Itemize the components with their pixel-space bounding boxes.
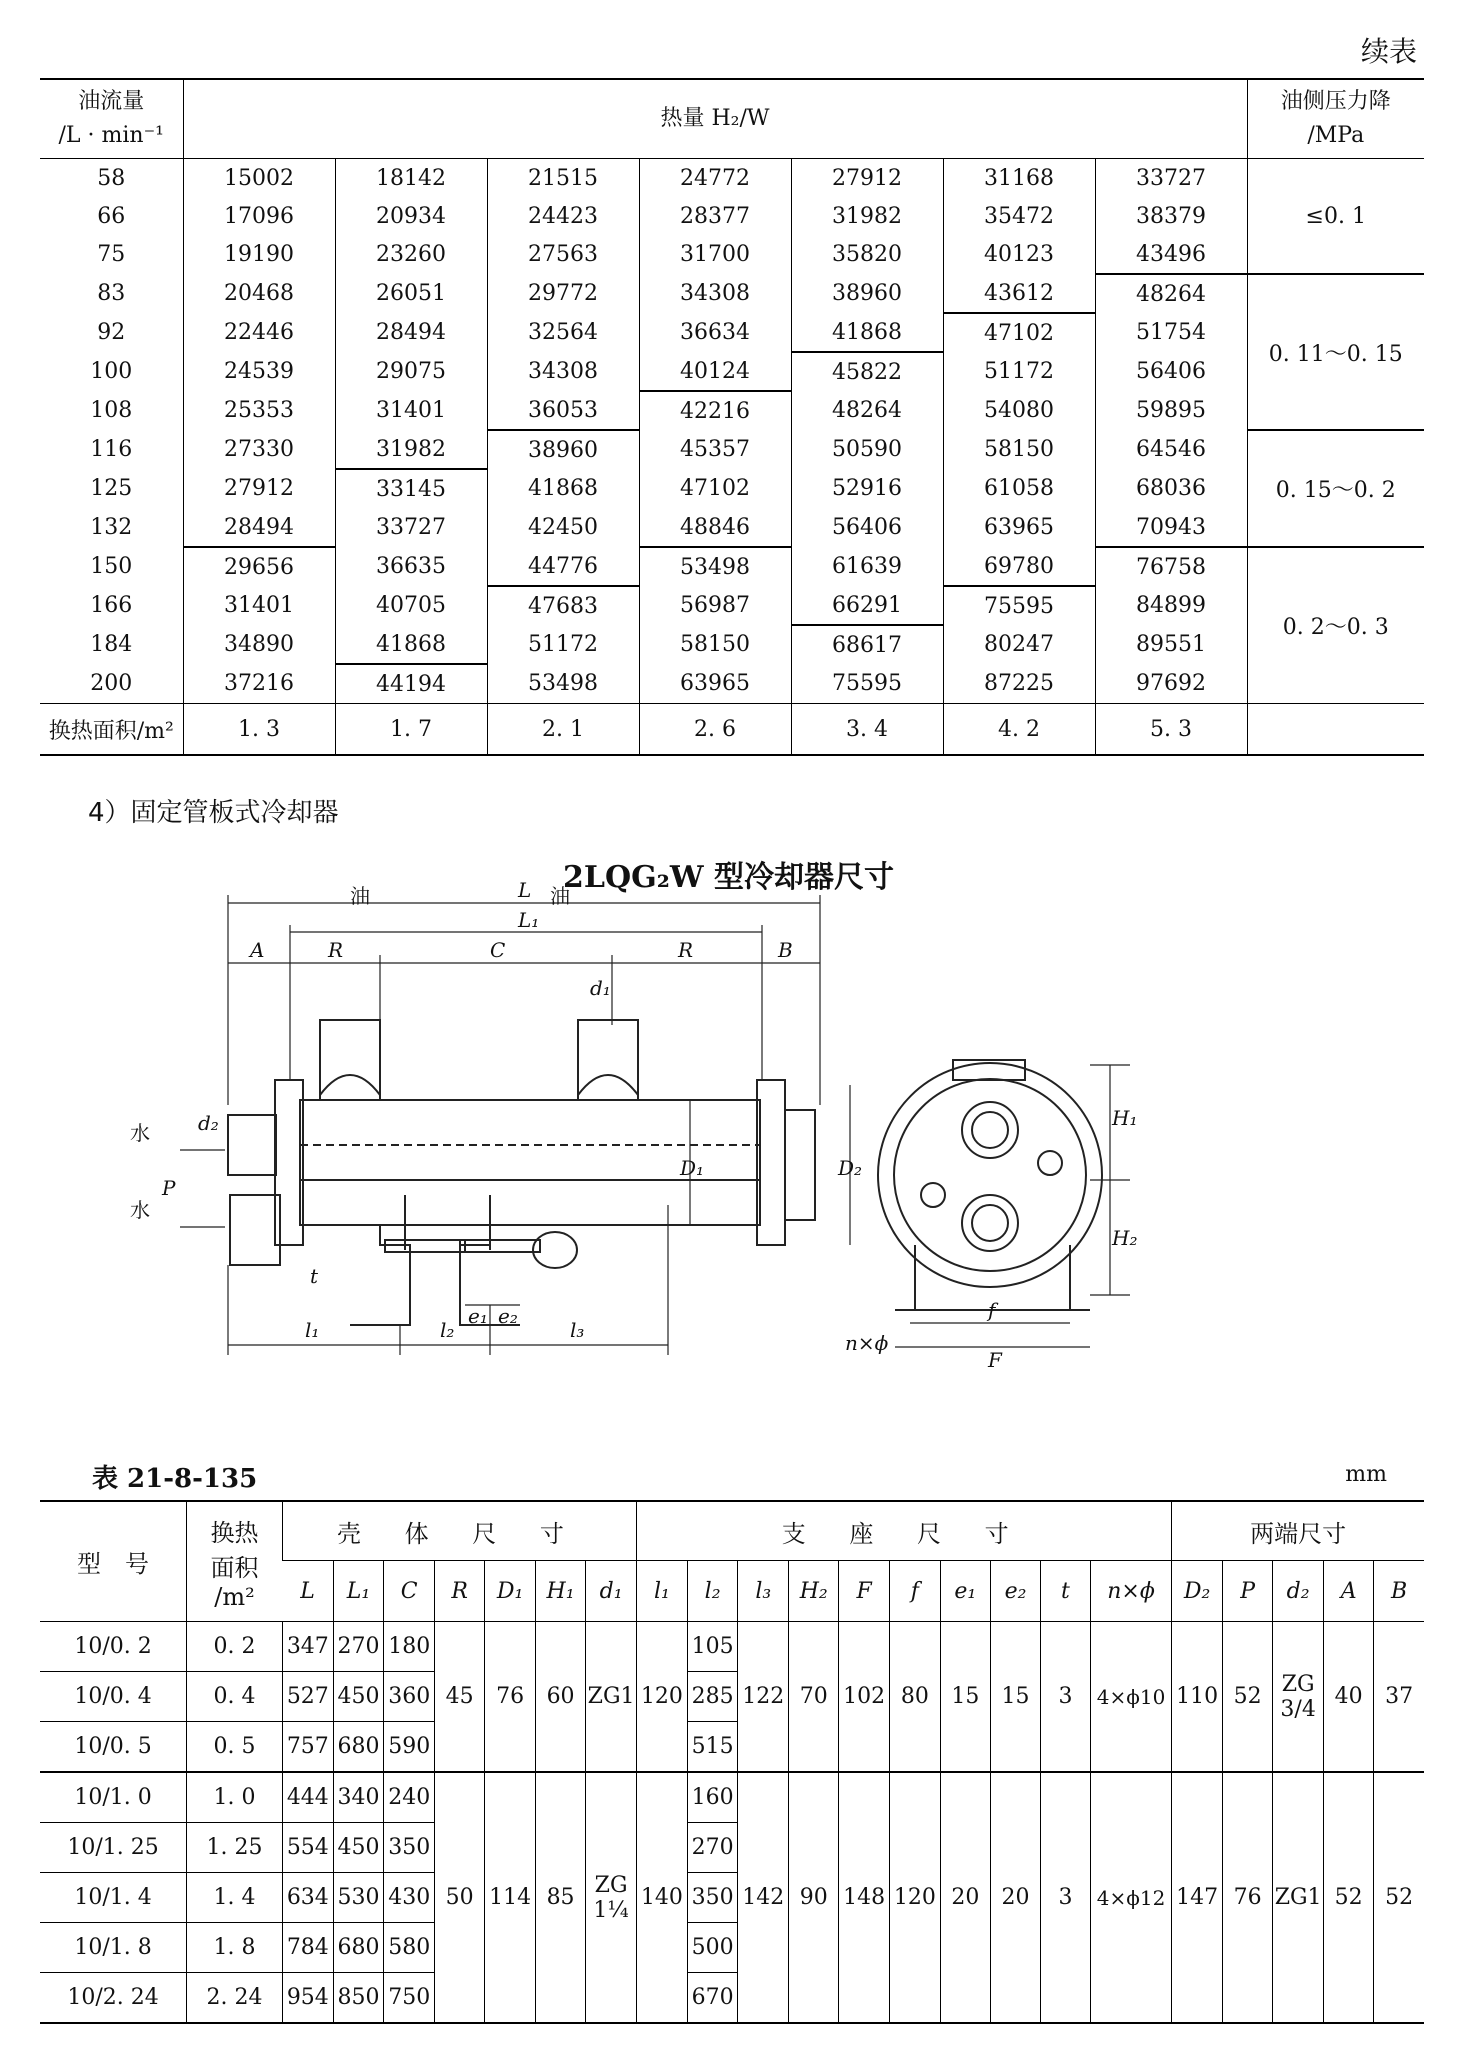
l-cell: 554	[282, 1823, 333, 1873]
l2-cell: 270	[687, 1823, 738, 1873]
heat-cell: 33727	[1095, 159, 1247, 198]
dim-t: t	[310, 1264, 319, 1288]
heat-cell: 42450	[487, 508, 639, 547]
area-cell: 2. 1	[487, 704, 639, 756]
a-cell: 52	[1324, 1772, 1374, 2023]
table-row	[40, 1622, 1424, 1672]
subhead-cell: d₂	[1273, 1561, 1324, 1622]
heat-cell: 27912	[791, 159, 943, 198]
l-cell: 757	[282, 1722, 333, 1773]
subhead-cell: H₂	[789, 1561, 839, 1622]
flow-cell: 58	[97, 165, 126, 191]
heat-cell: 87225	[943, 664, 1095, 704]
l2-cell: 500	[687, 1923, 738, 1973]
p-cell: 52	[1223, 1622, 1273, 1773]
l1-cell: 450	[333, 1823, 384, 1873]
flow-cell: 150	[90, 554, 133, 579]
dim-f: f	[988, 1298, 996, 1322]
table-number: 表 21-8-135	[92, 1464, 258, 1494]
l-cell: 784	[282, 1923, 333, 1973]
table-row	[40, 313, 1424, 352]
c-cell: 590	[384, 1722, 435, 1773]
heat-cell: 22446	[183, 313, 335, 352]
flow-cell: 92	[97, 320, 126, 345]
a-cell: 40	[1324, 1622, 1374, 1773]
heat-cell: 56406	[1095, 352, 1247, 391]
heat-cell: 61058	[943, 469, 1095, 508]
side-view	[878, 1060, 1130, 1347]
model-cell: 10/1. 25	[40, 1823, 187, 1873]
heat-cell: 27330	[183, 430, 335, 469]
header-oil-flow: 油流量 /L · min⁻¹	[40, 79, 183, 159]
b-cell: 37	[1374, 1622, 1424, 1773]
heat-cell: 51754	[1095, 313, 1247, 352]
heat-cell: 53498	[639, 547, 791, 586]
table-row	[40, 235, 1424, 274]
table-row	[40, 625, 1424, 664]
heat-cell: 29772	[487, 274, 639, 313]
heat-cell: 68036	[1095, 469, 1247, 508]
dim-e2: e₂	[498, 1304, 518, 1328]
heat-cell: 97692	[1095, 664, 1247, 704]
l1-cell: 680	[333, 1923, 384, 1973]
l1-cell: 680	[333, 1722, 384, 1773]
heat-cell: 40123	[943, 235, 1095, 274]
area-cell: 4. 2	[943, 704, 1095, 756]
l-cell: 444	[282, 1772, 333, 1823]
heat-cell: 37216	[183, 664, 335, 704]
area-label: 换热面积/m²	[40, 704, 183, 756]
dim-e1: e₁	[468, 1304, 488, 1328]
model-cell: 10/1. 4	[40, 1873, 187, 1923]
e1-cell: 15	[940, 1622, 990, 1773]
d1-cell: ZG1	[586, 1622, 637, 1773]
l2-cell: 515	[687, 1722, 738, 1773]
heat-cell: 59895	[1095, 391, 1247, 430]
subhead-cell: d₁	[586, 1561, 637, 1622]
heat-cell: 44776	[487, 547, 639, 586]
l-cell: 527	[282, 1672, 333, 1722]
l-cell: 954	[282, 1973, 333, 2024]
l1-cell: 450	[333, 1672, 384, 1722]
flow-cell: 75	[97, 242, 126, 267]
flow-cell: 184	[90, 632, 133, 657]
f-cell: 102	[839, 1622, 890, 1773]
heat-table	[40, 78, 1424, 756]
heat-cell: 56987	[639, 586, 791, 625]
pressure-drop-cell: 0. 2～0. 3	[1247, 547, 1424, 704]
dim-A: A	[250, 938, 265, 962]
subhead-cell: L	[282, 1561, 333, 1622]
d2-cell: ZG 3/4	[1273, 1622, 1324, 1773]
area-cell: 1. 25	[187, 1823, 283, 1873]
heat-cell: 36053	[487, 391, 639, 430]
head-area: 换热 面积 /m²	[187, 1501, 283, 1622]
heat-cell: 33727	[335, 508, 487, 547]
subhead-cell: R	[435, 1561, 485, 1622]
pressure-drop-cell: 0. 15～0. 2	[1247, 430, 1424, 547]
heat-cell: 41868	[791, 313, 943, 352]
table-row	[40, 274, 1424, 313]
area-cell: 2. 24	[187, 1973, 283, 2024]
heat-cell: 24772	[639, 159, 791, 198]
heat-cell: 52916	[791, 469, 943, 508]
heat-cell: 19190	[183, 235, 335, 274]
d2-cell: ZG1	[1273, 1772, 1324, 2023]
subhead-cell: F	[839, 1561, 890, 1622]
heat-cell: 70943	[1095, 508, 1247, 547]
heat-cell: 17096	[183, 197, 335, 235]
table-unit: mm	[1345, 1462, 1387, 1487]
heat-cell: 66291	[791, 586, 943, 625]
dim-d1: d₁	[590, 976, 611, 1000]
model-cell: 10/1. 0	[40, 1772, 187, 1823]
t-cell: 3	[1041, 1772, 1091, 2023]
l1-cell: 120	[637, 1622, 688, 1773]
group-shell: 壳 体 尺 寸	[282, 1501, 636, 1561]
e2-cell: 15	[990, 1622, 1040, 1773]
heat-cell: 35472	[943, 197, 1095, 235]
l1-cell: 270	[333, 1622, 384, 1672]
heat-cell: 41868	[487, 469, 639, 508]
table-row	[40, 664, 1424, 704]
heat-cell: 29075	[335, 352, 487, 391]
subhead-cell: n×ϕ	[1090, 1561, 1172, 1622]
f-cell: 120	[890, 1772, 941, 2023]
flow-cell: 166	[90, 593, 133, 618]
heat-cell: 34308	[639, 274, 791, 313]
heat-cell: 32564	[487, 313, 639, 352]
heat-cell: 40124	[639, 352, 791, 391]
group-support: 支 座 尺 寸	[637, 1501, 1172, 1561]
h2-cell: 90	[789, 1772, 839, 2023]
heat-cell: 44194	[335, 664, 487, 704]
dim-R: R	[328, 938, 344, 962]
model-cell: 10/0. 2	[40, 1622, 187, 1672]
l-cell: 634	[282, 1873, 333, 1923]
l3-cell: 122	[738, 1622, 789, 1773]
dim-l2: l₂	[440, 1318, 455, 1342]
heat-cell: 75595	[943, 586, 1095, 625]
area-cell: 0. 5	[187, 1722, 283, 1773]
flow-cell: 66	[97, 203, 126, 229]
heat-cell: 54080	[943, 391, 1095, 430]
subhead-cell: A	[1324, 1561, 1374, 1622]
heat-cell: 28494	[335, 313, 487, 352]
heat-cell: 50590	[791, 430, 943, 469]
heat-cell: 40705	[335, 586, 487, 625]
heat-cell: 80247	[943, 625, 1095, 664]
subhead-cell: t	[1041, 1561, 1091, 1622]
heat-cell: 56406	[791, 508, 943, 547]
subhead-cell: C	[384, 1561, 435, 1622]
heat-cell: 31982	[791, 197, 943, 235]
area-cell: 3. 4	[791, 704, 943, 756]
heat-cell: 45357	[639, 430, 791, 469]
heat-cell: 35820	[791, 235, 943, 274]
heat-cell: 48846	[639, 508, 791, 547]
heat-cell: 34890	[183, 625, 335, 664]
continued-label: 续表	[1360, 35, 1417, 68]
heat-cell: 58150	[943, 430, 1095, 469]
heat-cell: 34308	[487, 352, 639, 391]
dim-L: L	[518, 878, 532, 902]
h2-cell: 70	[789, 1622, 839, 1773]
table-row	[40, 1772, 1424, 1823]
b-cell: 52	[1374, 1772, 1424, 2023]
area-cell: 1. 3	[183, 704, 335, 756]
water-in-label: 水	[130, 1198, 150, 1222]
table-row	[40, 547, 1424, 586]
heat-cell: 20468	[183, 274, 335, 313]
dimension-lines	[180, 895, 850, 1355]
area-cell: 0. 4	[187, 1672, 283, 1722]
f-cell: 80	[890, 1622, 941, 1773]
dim-l1: l₁	[305, 1318, 320, 1342]
l1-cell: 140	[637, 1772, 688, 2023]
heat-cell: 63965	[639, 664, 791, 704]
heat-cell: 89551	[1095, 625, 1247, 664]
area-cell: 0. 2	[187, 1622, 283, 1672]
flow-cell: 108	[90, 398, 133, 423]
flow-cell: 116	[90, 437, 133, 462]
table-row	[40, 586, 1424, 625]
heat-cell: 76758	[1095, 547, 1247, 586]
l2-cell: 105	[687, 1622, 738, 1672]
heat-cell: 24423	[487, 197, 639, 235]
heat-cell: 84899	[1095, 586, 1247, 625]
heat-cell: 29656	[183, 547, 335, 586]
heat-cell: 48264	[791, 391, 943, 430]
subhead-cell: H₁	[535, 1561, 585, 1622]
c-cell: 430	[384, 1873, 435, 1923]
group-ends: 两端尺寸	[1172, 1501, 1424, 1561]
table-row	[40, 391, 1424, 430]
heat-cell: 23260	[335, 235, 487, 274]
diagram-title: 2LQG₂W 型冷却器尺寸	[563, 860, 894, 895]
subhead-cell: P	[1223, 1561, 1273, 1622]
model-cell: 10/0. 4	[40, 1672, 187, 1722]
l1-cell: 340	[333, 1772, 384, 1823]
model-cell: 10/0. 5	[40, 1722, 187, 1773]
area-cell: 1. 4	[187, 1873, 283, 1923]
c-cell: 360	[384, 1672, 435, 1722]
heat-cell: 36634	[639, 313, 791, 352]
heat-cell: 61639	[791, 547, 943, 586]
heat-cell: 21515	[487, 159, 639, 198]
l2-cell: 350	[687, 1873, 738, 1923]
d1-cell: ZG 1¼	[586, 1772, 637, 2023]
heat-cell: 31168	[943, 159, 1095, 198]
oil-in-label: 油	[350, 884, 370, 908]
subhead-cell: l₁	[637, 1561, 688, 1622]
l2-cell: 670	[687, 1973, 738, 2024]
c-cell: 240	[384, 1772, 435, 1823]
cooler-drawing	[130, 878, 1300, 1445]
heat-cell: 33145	[335, 469, 487, 508]
c-cell: 750	[384, 1973, 435, 2024]
diagram-labels	[130, 878, 1137, 1372]
heat-cell: 31982	[335, 430, 487, 469]
model-cell: 10/2. 24	[67, 1985, 159, 2010]
subhead-cell: e₁	[940, 1561, 990, 1622]
table-row	[40, 430, 1424, 469]
heat-cell: 58150	[639, 625, 791, 664]
heat-cell: 64546	[1095, 430, 1247, 469]
model-cell: 10/1. 8	[40, 1923, 187, 1973]
subhead-cell: B	[1374, 1561, 1424, 1622]
heat-cell: 47102	[943, 313, 1095, 352]
dim-C: C	[490, 938, 506, 962]
dim-nphi: n×ϕ	[845, 1331, 889, 1355]
area-cell-empty	[1247, 704, 1424, 756]
l1-cell: 850	[333, 1973, 384, 2024]
heat-cell: 51172	[487, 625, 639, 664]
nphi-cell: 4×ϕ12	[1090, 1772, 1172, 2023]
dim-F: F	[988, 1348, 1002, 1372]
h1-cell: 60	[535, 1622, 585, 1773]
dim-l3: l₃	[570, 1318, 585, 1342]
d2-cell: 147	[1172, 1772, 1223, 2023]
heat-cell: 26051	[335, 274, 487, 313]
pressure-drop-cell: 0. 11～0. 15	[1247, 274, 1424, 430]
c-cell: 180	[384, 1622, 435, 1672]
subhead-cell: f	[890, 1561, 941, 1622]
e1-cell: 20	[940, 1772, 990, 2023]
heat-cell: 63965	[943, 508, 1095, 547]
area-cell: 1. 8	[187, 1923, 283, 1973]
flow-cell: 83	[97, 281, 126, 306]
dim-d2: d₂	[198, 1111, 219, 1135]
t-cell: 3	[1041, 1622, 1091, 1773]
subhead-cell: D₁	[485, 1561, 536, 1622]
r-cell: 50	[435, 1772, 485, 2023]
area-cell: 2. 6	[639, 704, 791, 756]
table-row	[40, 197, 1424, 235]
heat-cell: 18142	[335, 159, 487, 198]
heat-cell: 45822	[791, 352, 943, 391]
area-cell: 1. 7	[335, 704, 487, 756]
heat-cell: 38960	[791, 274, 943, 313]
heat-cell: 51172	[943, 352, 1095, 391]
heat-cell: 28494	[183, 508, 335, 547]
c-cell: 580	[384, 1923, 435, 1973]
heat-cell: 43496	[1095, 235, 1247, 274]
heat-cell: 31401	[335, 391, 487, 430]
water-out-label: 水	[130, 1121, 150, 1145]
heat-cell: 38960	[487, 430, 639, 469]
d1-cell: 114	[485, 1772, 536, 2023]
l-cell: 347	[282, 1622, 333, 1672]
heat-cell: 36635	[335, 547, 487, 586]
flow-cell: 132	[90, 515, 133, 540]
heat-cell: 47102	[639, 469, 791, 508]
subhead-cell: D₂	[1172, 1561, 1223, 1622]
l3-cell: 142	[738, 1772, 789, 2023]
area-cell: 5. 3	[1095, 704, 1247, 756]
f-cell: 148	[839, 1772, 890, 2023]
heat-cell: 75595	[791, 664, 943, 704]
heat-cell: 20934	[335, 197, 487, 235]
heat-cell: 28377	[639, 197, 791, 235]
heat-cell: 25353	[183, 391, 335, 430]
table-row	[40, 159, 1424, 198]
heat-cell: 24539	[183, 352, 335, 391]
subhead-cell: l₃	[738, 1561, 789, 1622]
e2-cell: 20	[990, 1772, 1040, 2023]
header-pressure-drop: 油侧压力降 /MPa	[1247, 79, 1424, 159]
subhead-cell: e₂	[990, 1561, 1040, 1622]
oil-out-label: 油	[550, 884, 570, 908]
heat-cell: 43612	[943, 274, 1095, 313]
h1-cell: 85	[535, 1772, 585, 2023]
r-cell: 45	[435, 1622, 485, 1773]
l2-cell: 285	[687, 1672, 738, 1722]
l2-cell: 160	[687, 1772, 738, 1823]
flow-cell: 200	[90, 671, 133, 696]
subhead-cell: L₁	[333, 1561, 384, 1622]
heat-cell: 41868	[335, 625, 487, 664]
area-cell: 1. 0	[187, 1772, 283, 1823]
table-row	[40, 352, 1424, 391]
heat-cell: 47683	[487, 586, 639, 625]
p-cell: 76	[1223, 1772, 1273, 2023]
dim-B: B	[778, 938, 793, 962]
section-heading: 4）固定管板式冷却器	[88, 798, 339, 828]
c-cell: 350	[384, 1823, 435, 1873]
heat-cell: 42216	[639, 391, 791, 430]
nphi-cell: 4×ϕ10	[1090, 1622, 1172, 1773]
d1-cell: 76	[485, 1622, 536, 1773]
dim-H2: H₂	[1112, 1226, 1138, 1250]
heat-cell: 31700	[639, 235, 791, 274]
l1-cell: 530	[333, 1873, 384, 1923]
heat-cell: 27912	[183, 469, 335, 508]
heat-cell: 15002	[183, 159, 335, 198]
table-row	[40, 508, 1424, 547]
subhead-cell: l₂	[687, 1561, 738, 1622]
flow-cell: 100	[90, 359, 133, 384]
heat-cell: 68617	[791, 625, 943, 664]
heat-cell: 27563	[487, 235, 639, 274]
heat-cell: 69780	[943, 547, 1095, 586]
dim-D1: D₁	[680, 1156, 705, 1180]
d2-cell: 110	[1172, 1622, 1223, 1773]
heat-cell: 38379	[1095, 197, 1247, 235]
head-model: 型 号	[40, 1501, 187, 1622]
heat-cell: 53498	[487, 664, 639, 704]
header-heat: 热量 H₂/W	[183, 79, 1247, 159]
dim-L1: L₁	[518, 908, 540, 932]
dimension-table	[40, 1500, 1424, 2024]
flow-cell: 125	[90, 476, 133, 501]
pressure-drop-cell: ≤0. 1	[1247, 159, 1424, 275]
dim-H1: H₁	[1112, 1106, 1138, 1130]
dim-R2: R	[678, 938, 694, 962]
table-row	[40, 469, 1424, 508]
heat-cell: 48264	[1095, 274, 1247, 313]
dim-D2: D₂	[838, 1156, 863, 1180]
dim-P: P	[162, 1176, 176, 1200]
heat-cell: 31401	[183, 586, 335, 625]
